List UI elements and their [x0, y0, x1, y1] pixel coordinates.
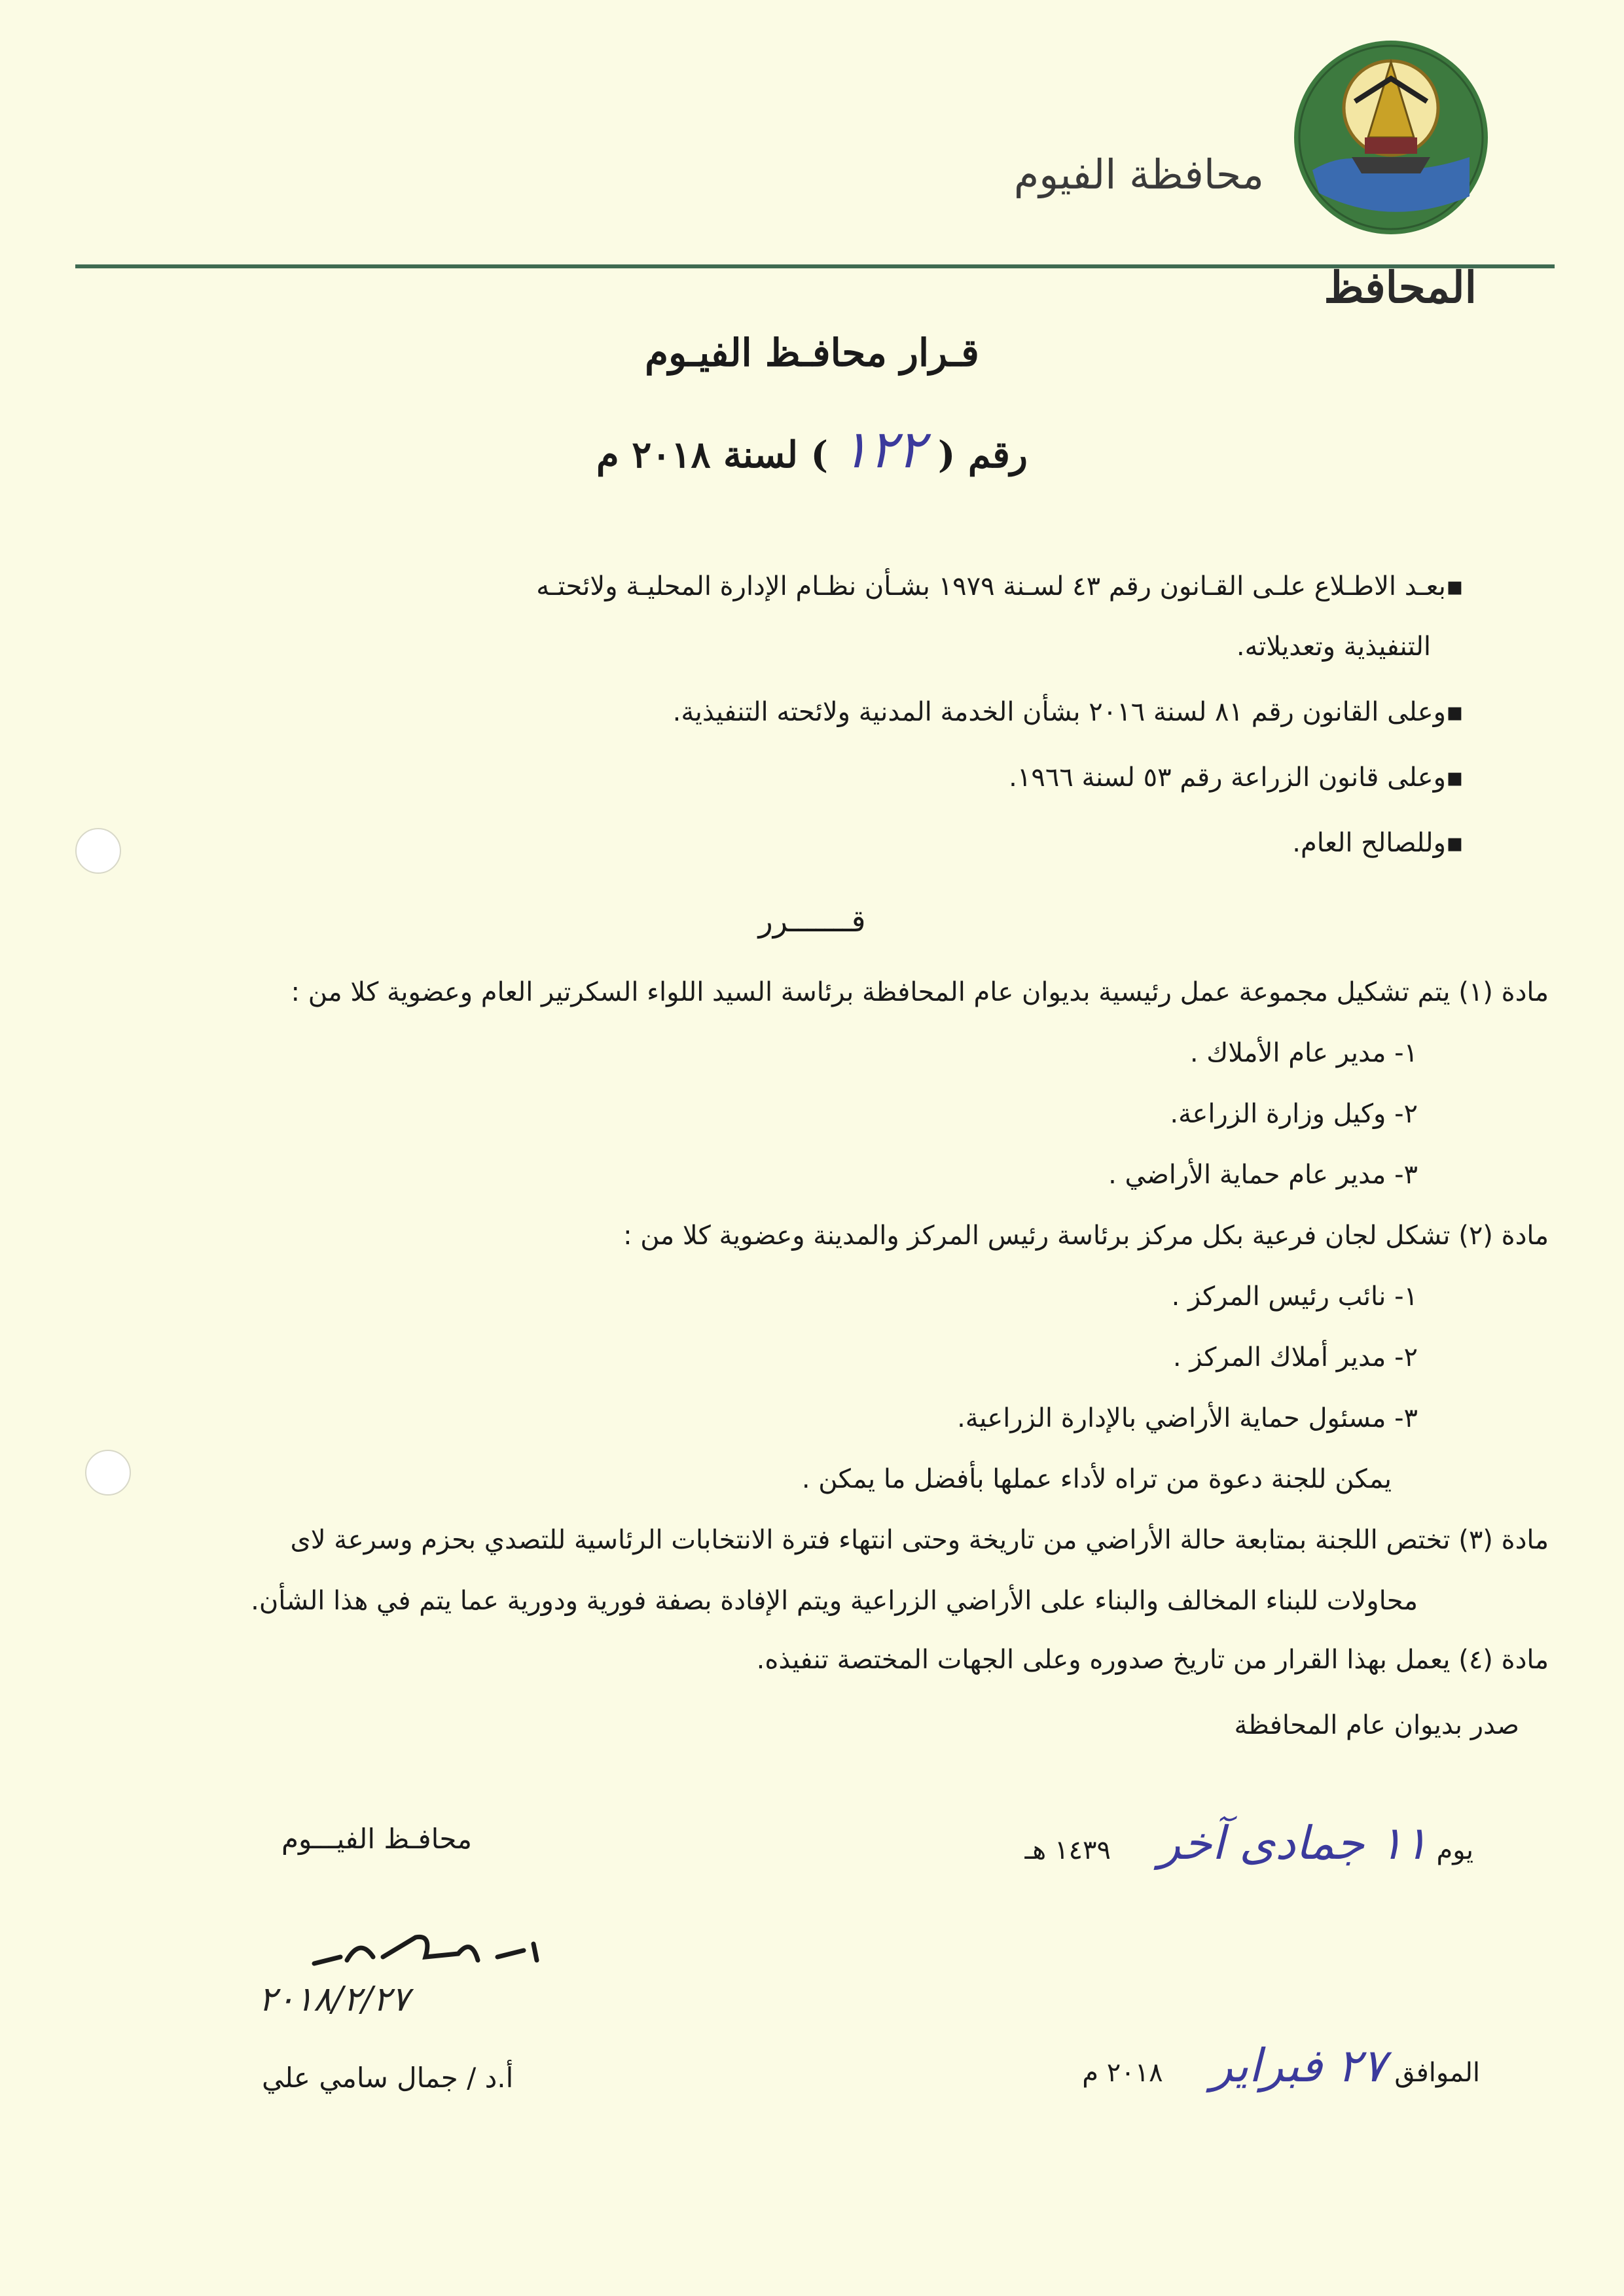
signatory-name: أ.د / جمال سامي علي	[262, 2062, 514, 2094]
preamble-line: ▪بعـد الاطـلاع علـى القـانون رقم ٤٣ لسـنة ١٩٧٩ بشـأن نظـام الإدارة المحليـة ولائحتـه	[536, 571, 1464, 601]
article-item: ٣- مدير عام حماية الأراضي .	[1108, 1160, 1418, 1190]
office-title: المحافظ	[1324, 262, 1477, 313]
preamble-line: ▪وعلى القانون رقم ٨١ لسنة ٢٠١٦ بشأن الخدمة المدنية ولائحته التنفيذية.	[672, 697, 1464, 727]
article-label: مادة (٤)	[1458, 1645, 1549, 1675]
article-2	[59, 1206, 1549, 1266]
signature-mark	[301, 1911, 563, 1990]
hijri-handwritten: ١١ جمادى آخر	[1158, 1816, 1428, 1870]
article-text-continued: محاولات للبناء المخالف والبناء على الأراضي الزراعية ويتم الإفادة بصفة فورية ودورية عما يتم في هذا الشأن.	[251, 1586, 1418, 1616]
article-text: يعمل بهذا القرار من تاريخ صدوره وعلى الجهات المختصة تنفيذه.	[756, 1645, 1451, 1675]
governorate-name: محافظة الفيوم	[1013, 151, 1264, 198]
greg-handwritten: ٢٧ فبراير	[1210, 2039, 1386, 2092]
punch-hole	[85, 1450, 131, 1496]
article-1	[59, 962, 1549, 1022]
article-item: ١- مدير عام الأملاك .	[1189, 1038, 1418, 1068]
preamble	[137, 556, 1464, 884]
article-4	[59, 1630, 1549, 1690]
article-3	[59, 1510, 1549, 1570]
decree-number-prefix: رقم (	[937, 433, 1028, 476]
decided-label: قـــــــرر	[758, 903, 866, 939]
decree-number-suffix: ) لسنة ٢٠١٨ م	[596, 433, 828, 476]
decree-number-line	[0, 419, 1624, 480]
decree-title: قـرار محافـظ الفيـوم	[645, 331, 979, 375]
article-text: تختص اللجنة بمتابعة حالة الأراضي من تاريخة وحتى انتهاء فترة الانتخابات الرئاسية للتصدي بحزم وسرعة لاى	[290, 1525, 1451, 1555]
article-note: يمكن للجنة دعوة من تراه لأداء عملها بأفضل ما يمكن .	[801, 1464, 1392, 1494]
preamble-line: التنفيذية وتعديلاته.	[1236, 632, 1431, 662]
signatory-role: محافـظ الفيـــوم	[281, 1823, 473, 1855]
preamble-line: ▪وللصالح العام.	[1292, 828, 1464, 858]
articles	[59, 962, 1549, 1721]
signature-date: ٢٠١٨/٢/٢٧	[259, 1980, 410, 2019]
governorate-logo	[1293, 39, 1489, 236]
article-item: ٢- وكيل وزارة الزراعة.	[1170, 1099, 1418, 1129]
punch-hole	[75, 828, 121, 874]
issued-at: صدر بديوان عام المحافظة	[1234, 1710, 1519, 1740]
preamble-line: ▪وعلى قانون الزراعة رقم ٥٣ لسنة ١٩٦٦.	[1009, 762, 1464, 793]
decree-number-handwritten: ١٢٢	[840, 419, 926, 480]
article-item: ٢- مدير أملاك المركز .	[1172, 1342, 1418, 1372]
article-label: مادة (١)	[1458, 977, 1549, 1007]
greg-year: ٢٠١٨ م	[1082, 2058, 1163, 2088]
day-label: يوم	[1436, 1835, 1473, 1865]
hijri-year: ١٤٣٩ هـ	[1024, 1835, 1111, 1865]
article-text: يتم تشكيل مجموعة عمل رئيسية بديوان عام المحافظة برئاسة السيد اللواء السكرتير العام وعضوية كلا من :	[291, 977, 1451, 1007]
article-label: مادة (٣)	[1458, 1525, 1549, 1555]
gregorian-date	[1082, 2036, 1480, 2103]
article-text: تشكل لجان فرعية بكل مركز برئاسة رئيس المركز والمدينة وعضوية كلا من :	[623, 1221, 1451, 1251]
greg-label: الموافق	[1394, 2058, 1480, 2088]
article-label: مادة (٢)	[1458, 1221, 1549, 1251]
article-item: ١- نائب رئيس المركز .	[1171, 1282, 1418, 1312]
article-item: ٣- مسئول حماية الأراضي بالإدارة الزراعية.	[957, 1403, 1418, 1433]
hijri-date	[1024, 1813, 1473, 1880]
